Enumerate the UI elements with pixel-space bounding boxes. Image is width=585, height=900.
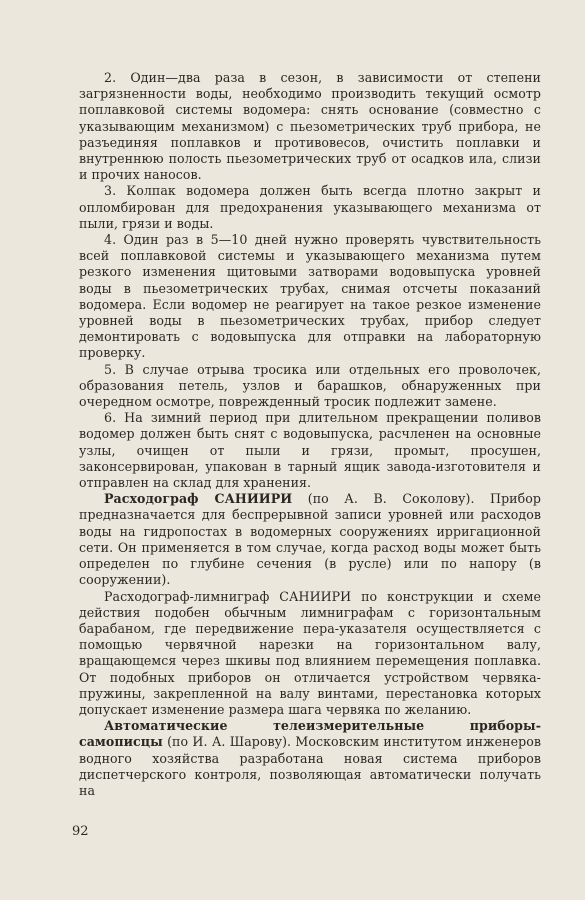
section-heading-telemetry: Автоматические телеизмерительные приборы-самописцы	[79, 718, 541, 750]
paragraph-8	[79, 718, 541, 799]
paragraph-1: 2. Один—два раза в сезон, в зависимости от степени загрязненности воды, необходимо производить текущий осмотр поплавковой системы водомера: снять основание (совместно с указывающим механизмом) с пьезометрических труб прибора, не разъединяя поплавков и противовесов, очистить поплавки и внутреннюю полость пьезометрических труб от осадков ила, слизи и прочих наносов.	[79, 70, 541, 183]
paragraph-6	[79, 491, 541, 588]
paragraph-4: 5. В случае отрыва тросика или отдельных его проволочек, образования петель, узлов и барашков, обнаруженных при очередном осмотре, поврежденный тросик подлежит замене.	[79, 361, 541, 410]
paragraph-2: 3. Колпак водомера должен быть всегда плотно закрыт и опломбирован для предохранения указывающего механизма от пыли, грязи и воды.	[79, 183, 541, 231]
paragraph-7: Расходограф-лимниграф САНИИРИ по конструкции и схеме действия подобен обычным лимниграфам с горизонтальным барабаном, где передвижение пера-указателя осуществляется с помощью червячной нарезки на горизонтальном валу, вращающемся через шкивы под влиянием перемещения поплавка. От подобных приборов он отличается устройством червяка-пружины, закрепленной на валу винтами, перестановка которых допускает изменение размера шага червяка по желанию.	[79, 588, 541, 717]
body-text	[79, 70, 541, 799]
paragraph-8-text: (по И. А. Шарову). Московским институтом инженеров водного хозяйства разработана новая система приборов диспетчерского контроля, позволяющая автоматически получать на	[79, 734, 541, 798]
page-number: 92	[72, 824, 89, 839]
paragraph-3: 4. Один раз в 5—10 дней нужно проверять чувствительность всей поплавковой системы и указывающего механизма путем резкого изменения щитовыми затворами водовыпуска уровней воды в пьезометрических трубах, снимая отсчеты показаний водомера. Если водомер не реагирует на такое резкое изменение уровней воды в пьезометрических трубах, прибор следует демонтировать с водовыпуска для отправки на лабораторную проверку.	[79, 232, 541, 361]
paragraph-6-text: (по А. В. Соколову). Прибор предназначается для беспрерывной записи уровней или расходов воды на гидропостах в водомерных сооружениях ирригационной сети. Он применяется в том случае, когда расход воды может быть определен по глубине сечения (в русле) или по напору (в сооружении).	[79, 491, 541, 588]
paragraph-5: 6. На зимний период при длительном прекращении поливов водомер должен быть снят с водовыпуска, расчленен на основные узлы, очищен от пыли и грязи, промыт, просушен, законсервирован, упакован в тарный ящик завода-изготовителя и отправлен на склад для хранения.	[79, 410, 541, 491]
section-heading-rashodograf: Расходограф САНИИРИ	[104, 491, 293, 507]
